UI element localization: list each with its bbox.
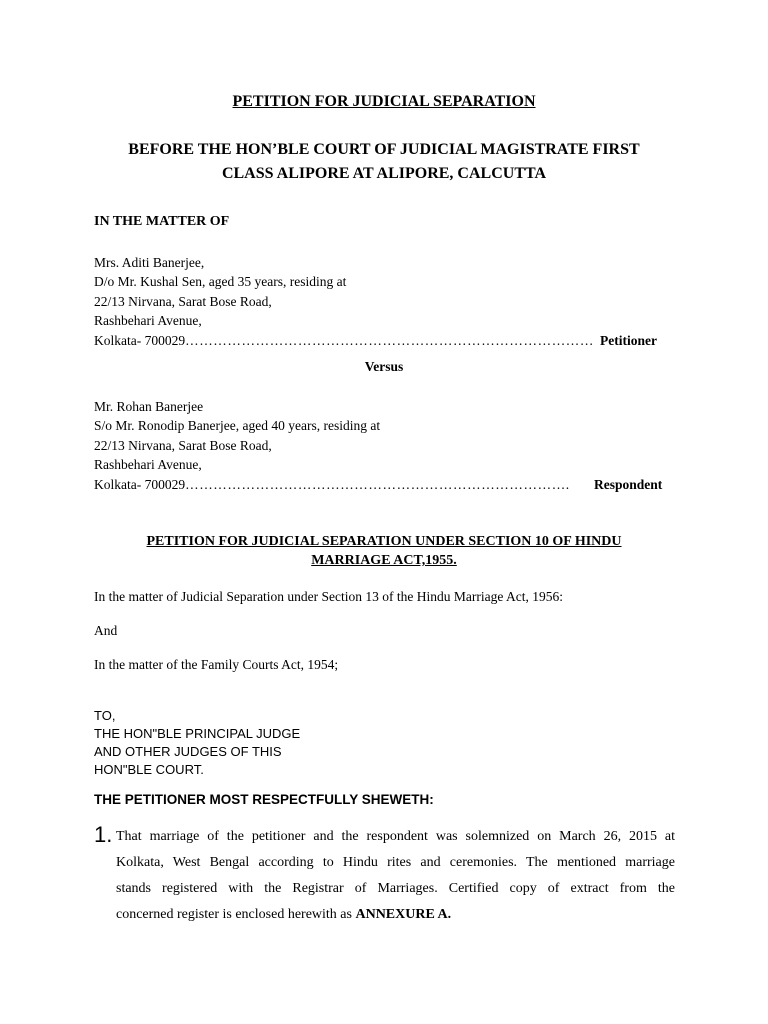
- respondent-pincode: Kolkata- 700029: [94, 477, 186, 492]
- petitioner-last-line: [94, 331, 666, 350]
- addressee-line: HON"BLE COURT.: [94, 762, 204, 777]
- addressee-line: THE HON"BLE PRINCIPAL JUDGE: [94, 726, 301, 741]
- annexure-label: ANNEXURE A.: [355, 907, 452, 922]
- paragraph-1-line: stands registered with the Registrar of Marriages. Certified copy of extract from the: [116, 881, 675, 896]
- matter-line-1: In the matter of Judicial Separation under Section 13 of the Hindu Marriage Act, 1956:: [94, 589, 563, 604]
- respondent-last-line: [94, 475, 588, 494]
- respondent-line: 22/13 Nirvana, Sarat Bose Road,: [94, 437, 272, 453]
- court-heading-line-1: BEFORE THE HON’BLE COURT OF JUDICIAL MAGISTRATE FIRST: [128, 141, 640, 158]
- in-the-matter-of-heading: IN THE MATTER OF: [94, 214, 230, 229]
- paragraph-1-line: Kolkata, West Bengal according to Hindu rites and ceremonies. The mentioned marriage: [116, 855, 675, 870]
- petitioner-address-block: [94, 253, 346, 331]
- versus-label: Versus: [364, 359, 404, 374]
- respondent-line: S/o Mr. Ronodip Banerjee, aged 40 years, residing at: [94, 418, 381, 434]
- court-heading-line-2: CLASS ALIPORE AT ALIPORE, CALCUTTA: [221, 165, 547, 182]
- document-title: PETITION FOR JUDICIAL SEPARATION: [232, 93, 536, 110]
- petitioner-pincode: Kolkata- 700029: [94, 333, 186, 348]
- respondent-role-label: Respondent: [592, 475, 662, 494]
- paragraph-1-line: That marriage of the petitioner and the respondent was solemnized on March 26, 2015 at: [116, 829, 675, 844]
- respondent-line: Mr. Rohan Banerjee: [94, 399, 204, 414]
- addressee-block: [94, 707, 300, 779]
- respondent-dots: ……………………………………………………………………….: [185, 477, 570, 492]
- petitioner-line: Mrs. Aditi Banerjee,: [94, 255, 205, 270]
- petitioner-role-label: Petitioner: [598, 331, 657, 350]
- addressee-line: AND OTHER JUDGES OF THIS: [94, 744, 282, 759]
- petitioner-line: D/o Mr. Kushal Sen, aged 35 years, residing at: [94, 274, 347, 290]
- respondent-address-block: [94, 397, 380, 475]
- petitioner-dots: ……………………………………………………………………………: [185, 333, 595, 348]
- paragraph-1-last-line: [116, 902, 675, 928]
- petition-heading-line-1: PETITION FOR JUDICIAL SEPARATION UNDER SECTION 10 OF HINDU: [146, 534, 622, 549]
- paragraph-1: [116, 824, 675, 928]
- sheweth-heading: THE PETITIONER MOST RESPECTFULLY SHEWETH:: [94, 792, 434, 807]
- paragraph-number: 1.: [94, 822, 113, 847]
- paragraph-1-last-text: concerned register is enclosed herewith as: [116, 907, 356, 922]
- petitioner-line: Rashbehari Avenue,: [94, 313, 202, 329]
- matter-line-2: In the matter of the Family Courts Act, 1954;: [94, 657, 339, 672]
- petitioner-line: 22/13 Nirvana, Sarat Bose Road,: [94, 293, 272, 309]
- respondent-line: Rashbehari Avenue,: [94, 457, 202, 473]
- petition-heading-line-2: MARRIAGE ACT,1955.: [311, 553, 457, 568]
- and-label: And: [94, 623, 118, 638]
- addressee-line: TO,: [94, 708, 116, 723]
